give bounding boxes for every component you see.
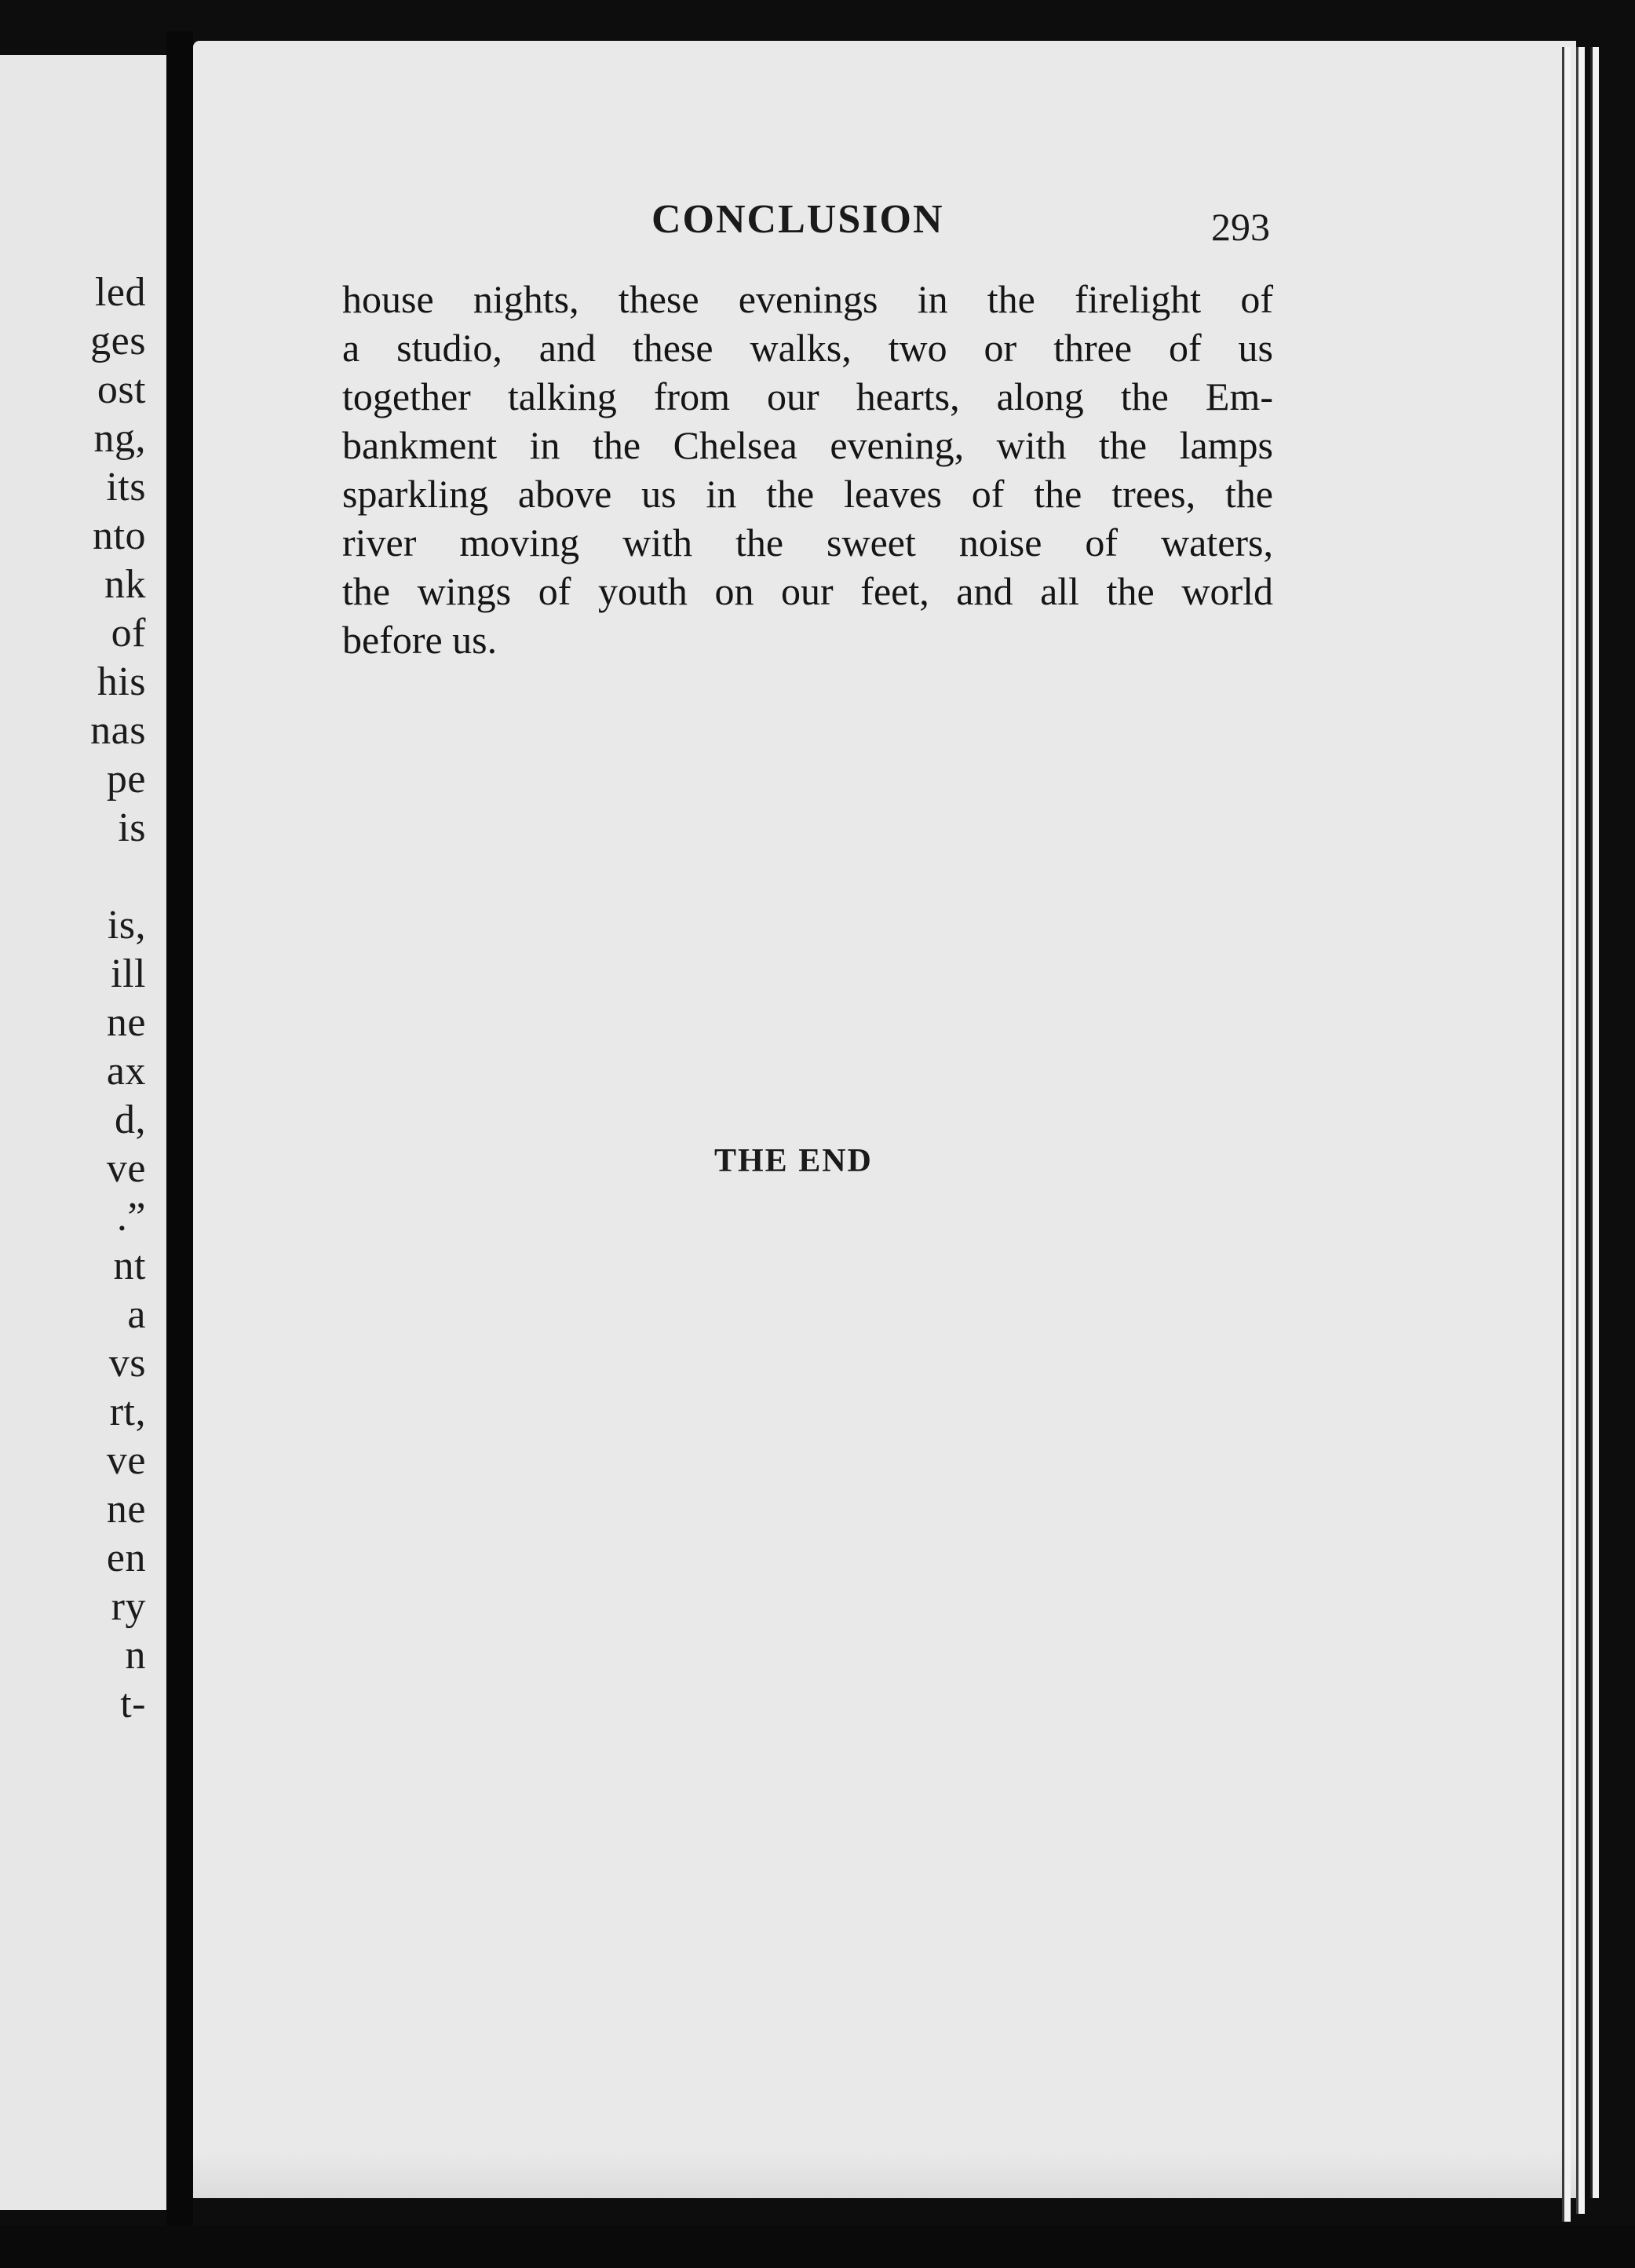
previous-page-line: ne — [106, 1000, 146, 1045]
previous-page-text — [0, 268, 146, 1729]
previous-page-line: ax — [106, 1049, 146, 1094]
previous-page-line: d, — [115, 1097, 146, 1142]
previous-page-line: ve — [106, 1146, 146, 1191]
previous-page-line: vs — [108, 1341, 146, 1386]
previous-page-line: pe — [106, 757, 146, 802]
previous-page-line: ry — [111, 1584, 146, 1629]
previous-page-line: nt — [113, 1244, 146, 1288]
text-line: bankment in the Chelsea evening, with the lamps — [342, 423, 1273, 467]
page-header — [193, 196, 1576, 251]
previous-page-line: led — [94, 270, 146, 315]
previous-page-line: ve — [106, 1438, 146, 1483]
previous-page-fragment — [0, 55, 166, 2210]
previous-page-line: rt, — [109, 1390, 146, 1434]
previous-page-line: ill — [111, 951, 146, 996]
text-line: a studio, and these walks, two or three of us — [342, 326, 1273, 370]
previous-page-line: is, — [107, 903, 146, 948]
page-edge — [1576, 47, 1585, 2214]
previous-page-line: nto — [93, 513, 146, 558]
previous-page-line: .” — [116, 1195, 146, 1240]
previous-page-line: nas — [90, 708, 146, 753]
previous-page-line: t- — [120, 1682, 146, 1726]
page-edge — [1562, 47, 1571, 2222]
previous-page-line: is — [118, 805, 146, 850]
book-gutter — [166, 31, 193, 2230]
previous-page-line: nk — [104, 562, 146, 607]
page-number: 293 — [1211, 205, 1270, 249]
previous-page-line: ng, — [93, 416, 146, 461]
previous-page-line: en — [106, 1536, 146, 1580]
scan-bottom-border — [0, 2226, 1635, 2268]
page-edge — [1590, 47, 1599, 2198]
text-line: river moving with the sweet noise of waters, — [342, 520, 1273, 564]
the-end-heading: THE END — [714, 1143, 873, 1179]
text-line: house nights, these evenings in the firelight of — [342, 277, 1273, 321]
running-title: CONCLUSION — [651, 197, 944, 242]
previous-page-line — [0, 853, 146, 901]
text-line: sparkling above us in the leaves of the trees, the — [342, 472, 1273, 516]
previous-page-line: of — [111, 611, 146, 656]
previous-page-line: a — [127, 1292, 146, 1337]
previous-page-line: his — [97, 659, 146, 704]
previous-page-line: ost — [97, 367, 146, 412]
previous-page-line: ne — [106, 1487, 146, 1532]
previous-page-line: its — [106, 465, 146, 509]
previous-page-line: ges — [90, 319, 146, 363]
body-paragraph — [342, 275, 1273, 664]
text-line: together talking from our hearts, along the Em- — [342, 374, 1273, 418]
text-line: the wings of youth on our feet, and all the world — [342, 569, 1273, 613]
previous-page-line: n — [125, 1633, 146, 1678]
text-line: before us. — [342, 618, 498, 662]
